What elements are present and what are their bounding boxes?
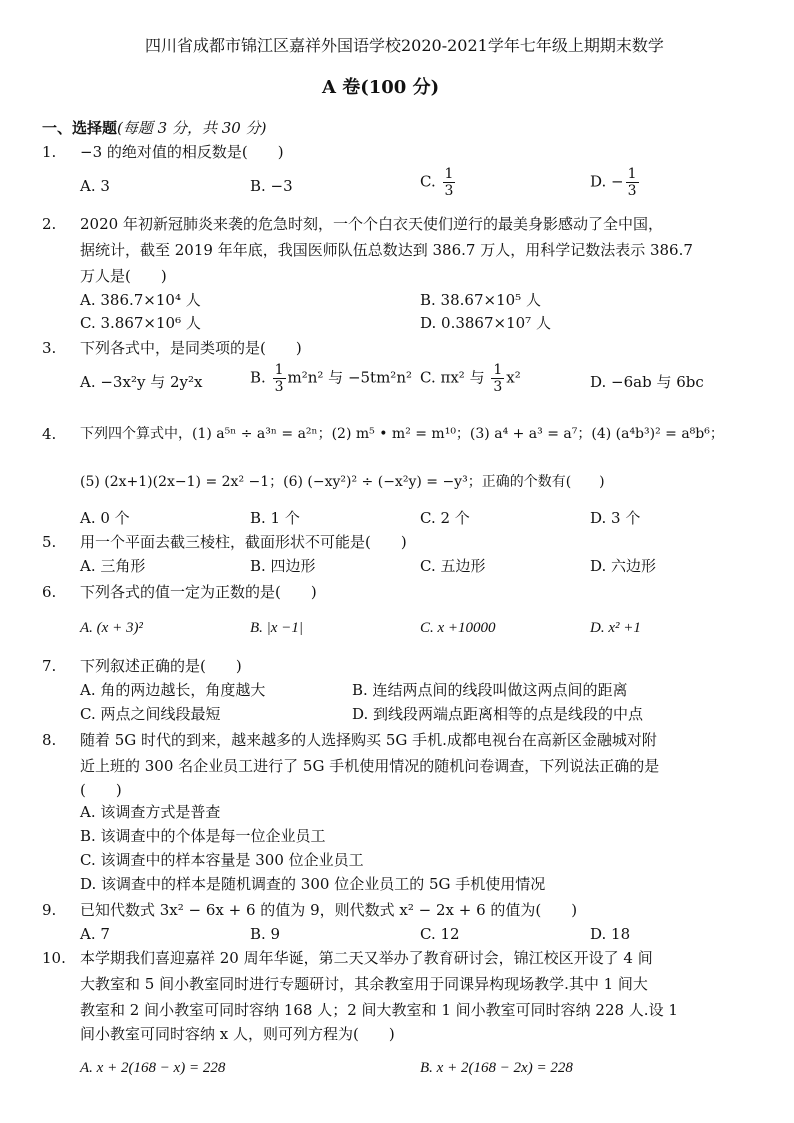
option-d: D. −6ab 与 6bc: [590, 373, 704, 391]
question-stem-line: ( ): [80, 781, 122, 799]
numerator: 1: [493, 362, 503, 378]
option-d: D. 到线段两端点距离相等的点是线段的中点: [352, 705, 644, 723]
question-stem-line: 下列四个算式中，(1) a⁵ⁿ ÷ a³ⁿ = a²ⁿ；(2) m⁵ • m² = m¹⁰；(3) a⁴ + a³ = a⁷；(4) (a⁴b³)² = a⁸b⁶；: [80, 426, 724, 442]
option-rest: m²n² 与 −5tm²n²: [287, 368, 412, 387]
question-stem: 下列叙述正确的是( ): [80, 657, 242, 675]
option-b: B. −3: [250, 177, 293, 195]
option-c: [420, 362, 521, 395]
option-c: C. 2 个: [420, 509, 470, 527]
question-number: 7.: [42, 657, 57, 675]
section-note: (每题 3 分，共 30 分): [117, 119, 267, 137]
question-stem: 下列各式的值一定为正数的是( ): [80, 583, 317, 601]
question-number: 1.: [42, 143, 57, 161]
option-d: D. 18: [590, 925, 631, 943]
question-stem-line: 本学期我们喜迎嘉祥 20 周年华诞，第二天又举办了教育研讨会，锦江校区开设了 4 间: [80, 949, 653, 967]
fraction: [273, 362, 286, 395]
question-stem-line: 2020 年初新冠肺炎来袭的危急时刻，一个个白衣天使们逆行的最美身影感动了全中国，: [80, 215, 663, 233]
option-d: D. 0.3867×10⁷ 人: [420, 314, 551, 332]
option-c: C. 3.867×10⁶ 人: [80, 314, 201, 332]
question-stem-line: 大教室和 5 间小教室同时进行专题研讨，其余教室用于同课异构现场教学.其中 1 间大: [80, 975, 648, 993]
option-b: B. 1 个: [250, 509, 300, 527]
question-stem-line: 随着 5G 时代的到来，越来越多的人选择购买 5G 手机.成都电视台在高新区金融城对附: [80, 731, 657, 749]
option-c: C. 该调查中的样本容量是 300 位企业员工: [80, 851, 364, 869]
option-c: C. 五边形: [420, 557, 486, 575]
exam-source-header: 四川省成都市锦江区嘉祥外国语学校2020-2021学年七年级上期期末数学: [145, 36, 664, 55]
exam-title: A 卷(100 分): [322, 77, 440, 98]
option-a: A. (x + 3)²: [80, 620, 143, 636]
option-b: B. x + 2(168 − 2x) = 228: [420, 1060, 573, 1076]
option-label: B.: [250, 368, 266, 387]
fraction: [626, 166, 639, 199]
denominator: 3: [493, 379, 503, 395]
option-c: C. x +10000: [420, 620, 496, 636]
option-a: A. 角的两边越长，角度越大: [80, 681, 266, 699]
question-number: 3.: [42, 339, 57, 357]
denominator: 3: [444, 183, 454, 199]
option-a: A. 7: [80, 925, 110, 943]
question-stem-line: (5) (2x+1)(2x−1) = 2x² −1；(6) (−xy²)² ÷ (−x²y) = −y³；正确的个数有( ): [80, 474, 605, 490]
option-b: B. |x −1|: [250, 620, 303, 636]
option-a: A. 该调查方式是普查: [80, 803, 221, 821]
question-number: 9.: [42, 901, 57, 919]
option-d: D. 该调查中的样本是随机调查的 300 位企业员工的 5G 手机使用情况: [80, 875, 546, 893]
denominator: 3: [274, 379, 284, 395]
option-a: A. 三角形: [80, 557, 146, 575]
question-stem: 用一个平面去截三棱柱，截面形状不可能是( ): [80, 533, 407, 551]
option-b: B. 38.67×10⁵ 人: [420, 291, 541, 309]
question-stem-line: 万人是( ): [80, 267, 167, 285]
section-title-text: 一、选择题: [42, 119, 118, 137]
question-number: 2.: [42, 215, 57, 233]
question-number: 8.: [42, 731, 57, 749]
numerator: 1: [274, 362, 284, 378]
question-number: 5.: [42, 533, 57, 551]
option-d: D. 六边形: [590, 557, 657, 575]
option-a: A. 3: [80, 177, 110, 195]
option-rest: x²: [506, 368, 521, 387]
question-stem-line: 据统计，截至 2019 年年底，我国医师队伍总数达到 386.7 万人，用科学记数法表示 386.7: [80, 241, 693, 259]
question-stem: 已知代数式 3x² − 6x + 6 的值为 9，则代数式 x² − 2x + 6 的值为( ): [80, 901, 578, 919]
option-b: B. 四边形: [250, 557, 316, 575]
numerator: 1: [444, 166, 454, 182]
option-b: B. 9: [250, 925, 281, 943]
fraction: [443, 166, 456, 199]
option-d: [590, 166, 641, 199]
option-b: [250, 362, 412, 395]
denominator: 3: [627, 183, 637, 199]
option-a: A. 0 个: [80, 509, 130, 527]
option-c: C. 两点之间线段最短: [80, 705, 221, 723]
question-stem: −3 的绝对值的相反数是( ): [80, 143, 284, 161]
section-title: [42, 118, 266, 138]
option-label: C. πx² 与: [420, 368, 485, 387]
question-stem: 下列各式中，是同类项的是( ): [80, 339, 302, 357]
question-number: 6.: [42, 583, 57, 601]
question-number: 10.: [42, 949, 66, 967]
option-c: [420, 166, 457, 199]
question-stem-line: 教室和 2 间小教室可同时容纳 168 人；2 间大教室和 1 间小教室可同时容纳 228 人.设 1: [80, 1001, 678, 1019]
numerator: 1: [627, 166, 637, 182]
option-a: A. x + 2(168 − x) = 228: [80, 1060, 226, 1076]
option-b: B. 该调查中的个体是每一位企业员工: [80, 827, 326, 845]
option-a: A. −3x²y 与 2y²x: [80, 373, 203, 391]
option-label: D. −: [590, 172, 624, 191]
option-d: D. 3 个: [590, 509, 641, 527]
question-stem-line: 间小教室可同时容纳 x 人，则可列方程为( ): [80, 1025, 395, 1043]
option-b: B. 连结两点间的线段叫做这两点间的距离: [352, 681, 628, 699]
question-number: 4.: [42, 425, 57, 443]
option-a: A. 386.7×10⁴ 人: [80, 291, 201, 309]
fraction: [491, 362, 504, 395]
option-c: C. 12: [420, 925, 460, 943]
question-stem-line: 近上班的 300 名企业员工进行了 5G 手机使用情况的随机问卷调查，下列说法正确的是: [80, 757, 660, 775]
option-label: C.: [420, 172, 436, 191]
option-d: D. x² +1: [590, 620, 641, 636]
